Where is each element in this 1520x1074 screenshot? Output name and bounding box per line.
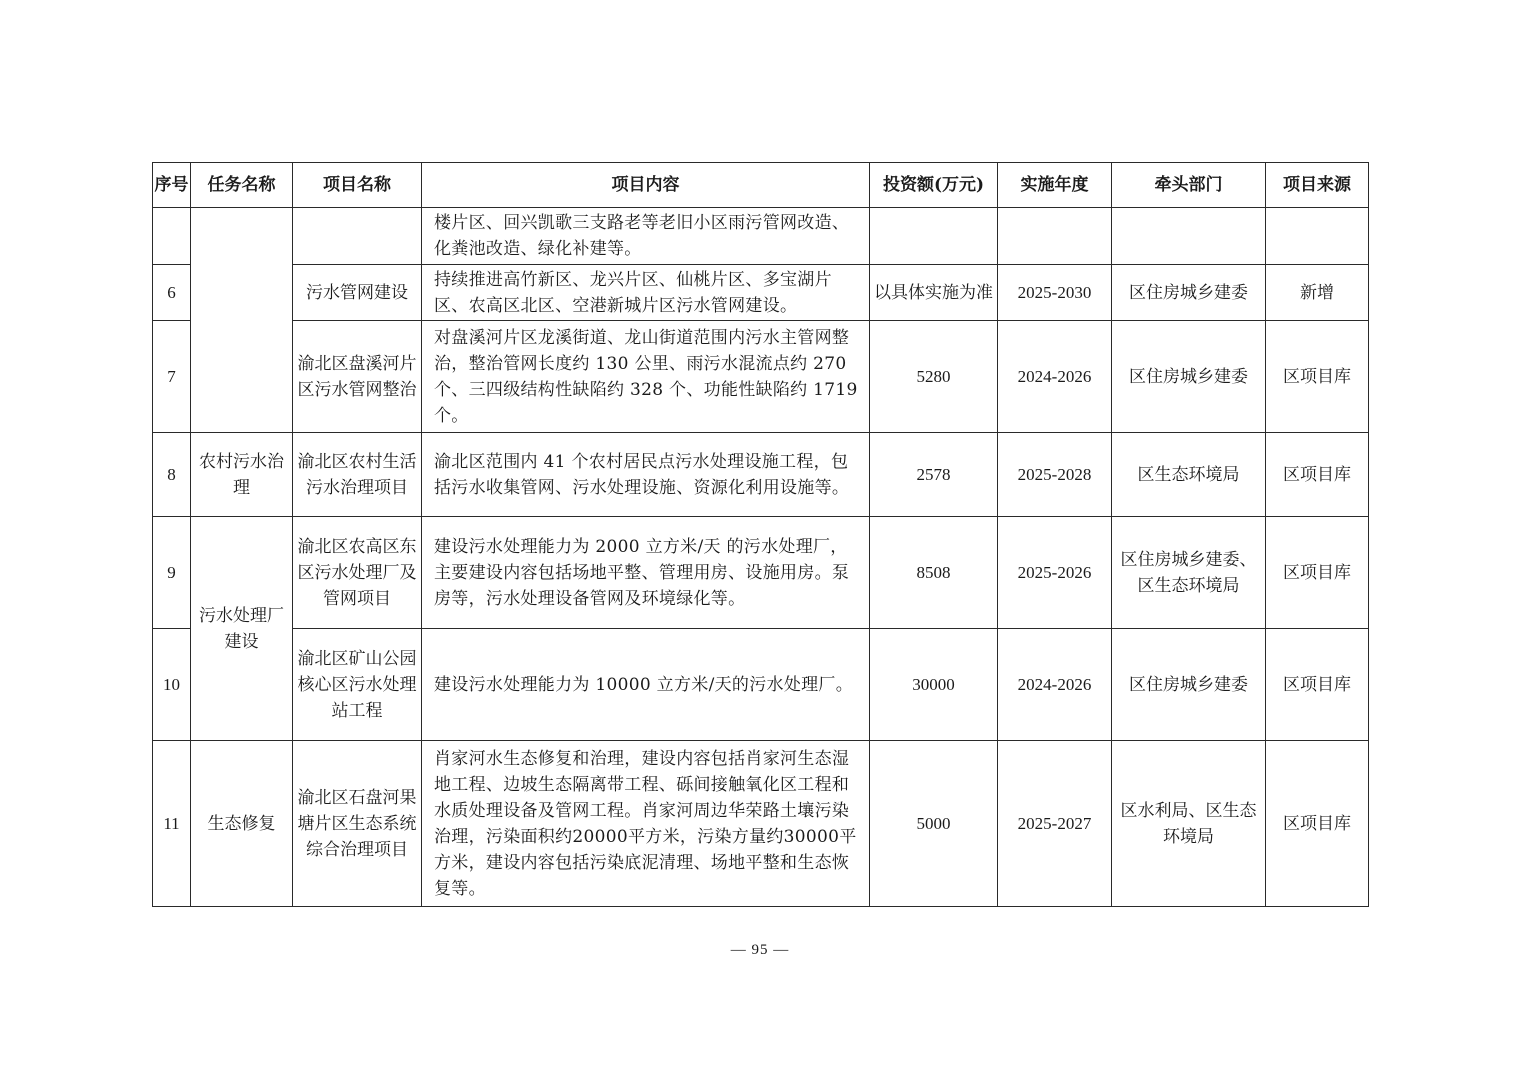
header-seq: 序号 xyxy=(153,163,191,208)
task-group-cell xyxy=(191,208,293,433)
row-dept: 区住房城乡建委 xyxy=(1112,321,1266,433)
task-group-cell: 农村污水治理 xyxy=(191,433,293,517)
table-row xyxy=(153,517,1369,629)
header-task-name: 任务名称 xyxy=(191,163,293,208)
row-source: 区项目库 xyxy=(1266,433,1369,517)
row-investment: 30000 xyxy=(870,629,998,741)
table-row xyxy=(153,208,1369,265)
row-dept: 区住房城乡建委 xyxy=(1112,629,1266,741)
table-header-row xyxy=(153,163,1369,208)
row-source: 区项目库 xyxy=(1266,321,1369,433)
row-year: 2025-2027 xyxy=(998,741,1112,907)
row-source: 区项目库 xyxy=(1266,741,1369,907)
row-dept: 区生态环境局 xyxy=(1112,433,1266,517)
header-source: 项目来源 xyxy=(1266,163,1369,208)
row-seq: 6 xyxy=(153,265,191,321)
row-project-name: 渝北区石盘河果塘片区生态系统综合治理项目 xyxy=(293,741,422,907)
table-row xyxy=(153,629,1369,741)
task-group-cell: 生态修复 xyxy=(191,741,293,907)
page-number: — 95 — xyxy=(730,942,790,958)
header-project-name: 项目名称 xyxy=(293,163,422,208)
row-year: 2025-2028 xyxy=(998,433,1112,517)
row-project-name xyxy=(293,208,422,265)
row-dept: 区水利局、区生态环境局 xyxy=(1112,741,1266,907)
row-project-name: 渝北区农村生活污水治理项目 xyxy=(293,433,422,517)
task-group-cell: 污水处理厂建设 xyxy=(191,517,293,741)
header-dept: 牵头部门 xyxy=(1112,163,1266,208)
row-source xyxy=(1266,208,1369,265)
row-seq: 9 xyxy=(153,517,191,629)
row-content: 持续推进高竹新区、龙兴片区、仙桃片区、多宝湖片区、农高区北区、空港新城片区污水管网建设。 xyxy=(422,265,870,321)
row-investment: 2578 xyxy=(870,433,998,517)
row-seq xyxy=(153,208,191,265)
row-content: 对盘溪河片区龙溪街道、龙山街道范围内污水主管网整治，整治管网长度约 130 公里、雨污水混流点约 270 个、三四级结构性缺陷约 328 个、功能性缺陷约 1719 个。 xyxy=(422,321,870,433)
row-dept: 区住房城乡建委 xyxy=(1112,265,1266,321)
row-investment: 5280 xyxy=(870,321,998,433)
header-project-content: 项目内容 xyxy=(422,163,870,208)
row-project-name: 渝北区矿山公园核心区污水处理站工程 xyxy=(293,629,422,741)
project-table xyxy=(152,162,1369,907)
row-source: 区项目库 xyxy=(1266,517,1369,629)
row-investment xyxy=(870,208,998,265)
row-dept xyxy=(1112,208,1266,265)
row-seq: 7 xyxy=(153,321,191,433)
row-investment: 8508 xyxy=(870,517,998,629)
row-year: 2024-2026 xyxy=(998,629,1112,741)
row-year: 2025-2026 xyxy=(998,517,1112,629)
row-year: 2024-2026 xyxy=(998,321,1112,433)
row-content: 建设污水处理能力为 2000 立方米/天 的污水处理厂，主要建设内容包括场地平整、管理用房、设施用房。泵房等，污水处理设备管网及环境绿化等。 xyxy=(422,517,870,629)
row-source: 新增 xyxy=(1266,265,1369,321)
row-year: 2025-2030 xyxy=(998,265,1112,321)
header-year: 实施年度 xyxy=(998,163,1112,208)
row-content: 建设污水处理能力为 10000 立方米/天的污水处理厂。 xyxy=(422,629,870,741)
table-row xyxy=(153,265,1369,321)
row-project-name: 渝北区农高区东区污水处理厂及管网项目 xyxy=(293,517,422,629)
row-seq: 11 xyxy=(153,741,191,907)
row-investment: 5000 xyxy=(870,741,998,907)
row-investment: 以具体实施为准 xyxy=(870,265,998,321)
header-investment: 投资额(万元) xyxy=(870,163,998,208)
row-project-name: 渝北区盘溪河片区污水管网整治 xyxy=(293,321,422,433)
row-content: 楼片区、回兴凯歌三支路老等老旧小区雨污管网改造、化粪池改造、绿化补建等。 xyxy=(422,208,870,265)
table-row xyxy=(153,433,1369,517)
row-content: 肖家河水生态修复和治理，建设内容包括肖家河生态湿地工程、边坡生态隔离带工程、砾间接触氧化区工程和水质处理设备及管网工程。肖家河周边华荣路土壤污染治理，污染面积约20000平方米，污染方量约30000平方米，建设内容包括污染底泥清理、场地平整和生态恢复等。 xyxy=(422,741,870,907)
row-seq: 10 xyxy=(153,629,191,741)
row-dept: 区住房城乡建委、区生态环境局 xyxy=(1112,517,1266,629)
row-seq: 8 xyxy=(153,433,191,517)
table-row xyxy=(153,741,1369,907)
row-source: 区项目库 xyxy=(1266,629,1369,741)
table-row xyxy=(153,321,1369,433)
row-project-name: 污水管网建设 xyxy=(293,265,422,321)
row-content: 渝北区范围内 41 个农村居民点污水处理设施工程，包括污水收集管网、污水处理设施、资源化利用设施等。 xyxy=(422,433,870,517)
row-year xyxy=(998,208,1112,265)
